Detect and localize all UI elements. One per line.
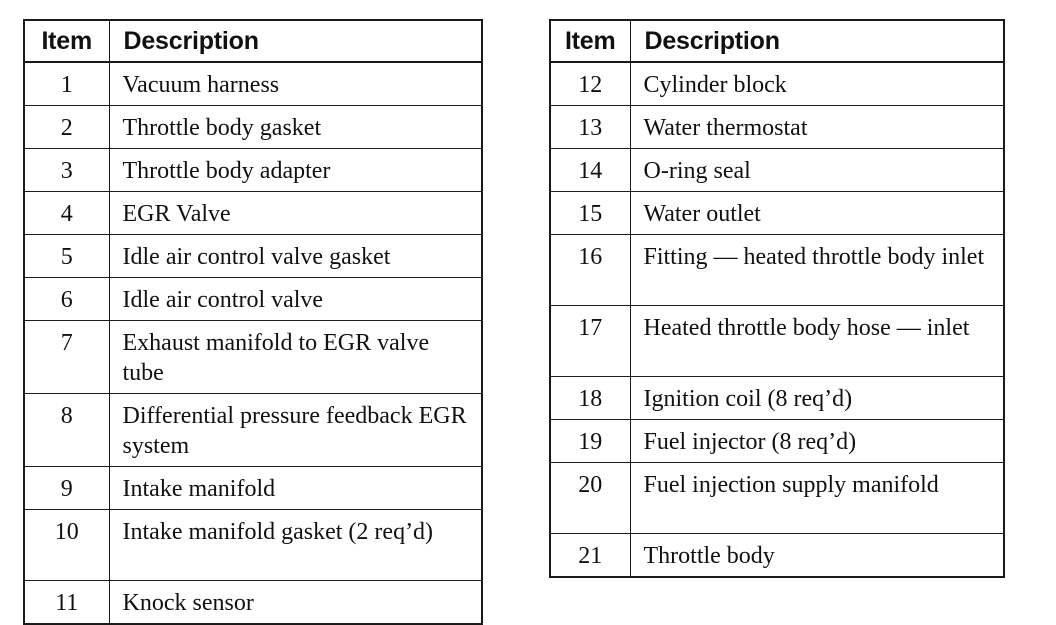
item-description: Water thermostat bbox=[630, 106, 1004, 149]
item-number: 1 bbox=[24, 62, 109, 106]
item-number: 21 bbox=[550, 534, 630, 578]
item-description: Fitting — heated throttle body inlet bbox=[630, 235, 1004, 306]
description-column-header: Description bbox=[630, 20, 1004, 62]
item-description: Heated throttle body hose — inlet bbox=[630, 306, 1004, 377]
item-number: 14 bbox=[550, 149, 630, 192]
item-description: Intake manifold bbox=[109, 467, 482, 510]
item-number: 9 bbox=[24, 467, 109, 510]
item-description: Intake manifold gasket (2 req’d) bbox=[109, 510, 482, 581]
item-number: 13 bbox=[550, 106, 630, 149]
item-description: Idle air control valve gasket bbox=[109, 235, 482, 278]
table-row bbox=[24, 467, 482, 510]
table-row bbox=[550, 235, 1004, 306]
item-number: 8 bbox=[24, 394, 109, 467]
item-number: 20 bbox=[550, 463, 630, 534]
table-row bbox=[24, 62, 482, 106]
item-description: Knock sensor bbox=[109, 581, 482, 625]
table-row bbox=[550, 534, 1004, 578]
table-row bbox=[24, 106, 482, 149]
item-number: 11 bbox=[24, 581, 109, 625]
header-row bbox=[24, 20, 482, 62]
parts-table-right bbox=[549, 19, 1005, 578]
item-description: Throttle body gasket bbox=[109, 106, 482, 149]
item-description: Ignition coil (8 req’d) bbox=[630, 377, 1004, 420]
table-row bbox=[550, 306, 1004, 377]
item-column-header: Item bbox=[24, 20, 109, 62]
table-row bbox=[550, 192, 1004, 235]
table-row bbox=[24, 394, 482, 467]
item-description: EGR Valve bbox=[109, 192, 482, 235]
item-number: 3 bbox=[24, 149, 109, 192]
header-row bbox=[550, 20, 1004, 62]
item-number: 18 bbox=[550, 377, 630, 420]
item-number: 17 bbox=[550, 306, 630, 377]
parts-table-left bbox=[23, 19, 483, 625]
table-row bbox=[24, 510, 482, 581]
table-row bbox=[24, 581, 482, 625]
table-row bbox=[24, 278, 482, 321]
table-row bbox=[550, 463, 1004, 534]
item-description: Idle air control valve bbox=[109, 278, 482, 321]
item-description: Throttle body bbox=[630, 534, 1004, 578]
item-description: Fuel injector (8 req’d) bbox=[630, 420, 1004, 463]
item-number: 4 bbox=[24, 192, 109, 235]
table-row bbox=[24, 235, 482, 278]
item-column-header: Item bbox=[550, 20, 630, 62]
table-row bbox=[24, 321, 482, 394]
table-row bbox=[24, 192, 482, 235]
table-row bbox=[550, 149, 1004, 192]
item-description: Cylinder block bbox=[630, 62, 1004, 106]
table-row bbox=[550, 377, 1004, 420]
item-number: 12 bbox=[550, 62, 630, 106]
table-row bbox=[550, 420, 1004, 463]
item-description: Fuel injection supply manifold bbox=[630, 463, 1004, 534]
item-number: 7 bbox=[24, 321, 109, 394]
description-column-header: Description bbox=[109, 20, 482, 62]
table-row bbox=[550, 106, 1004, 149]
item-description: O-ring seal bbox=[630, 149, 1004, 192]
item-number: 5 bbox=[24, 235, 109, 278]
item-number: 10 bbox=[24, 510, 109, 581]
item-number: 19 bbox=[550, 420, 630, 463]
item-number: 15 bbox=[550, 192, 630, 235]
item-description: Water outlet bbox=[630, 192, 1004, 235]
table-row bbox=[550, 62, 1004, 106]
item-description: Vacuum harness bbox=[109, 62, 482, 106]
item-description: Differential pressure feedback EGR system bbox=[109, 394, 482, 467]
item-number: 16 bbox=[550, 235, 630, 306]
table-row bbox=[24, 149, 482, 192]
item-number: 2 bbox=[24, 106, 109, 149]
item-number: 6 bbox=[24, 278, 109, 321]
item-description: Exhaust manifold to EGR valve tube bbox=[109, 321, 482, 394]
item-description: Throttle body adapter bbox=[109, 149, 482, 192]
